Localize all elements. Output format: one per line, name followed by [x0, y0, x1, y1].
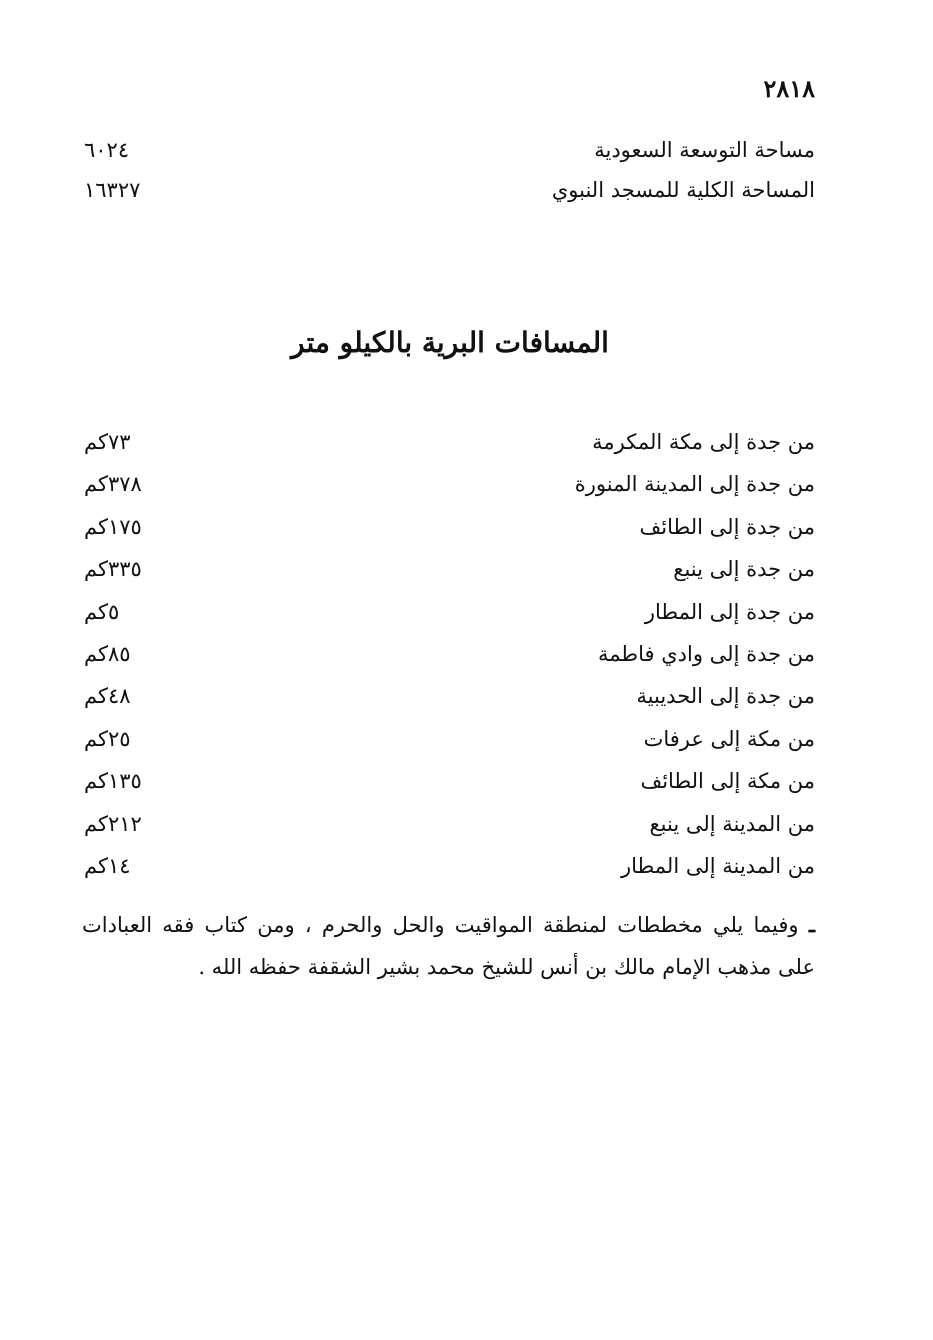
distance-value: ٢٥كم: [84, 726, 131, 751]
distance-row: [80, 515, 815, 557]
distance-value: ٣٧٨كم: [84, 472, 142, 497]
distance-row: [80, 557, 815, 599]
area-value: ٦٠٢٤: [84, 138, 130, 162]
distance-row: [80, 642, 815, 684]
distance-row: [80, 684, 815, 726]
distance-row: [80, 769, 815, 811]
distance-label: من جدة إلى المدينة المنورة: [574, 472, 815, 497]
section-heading: المسافات البرية بالكيلو متر: [291, 326, 609, 359]
area-row: [80, 178, 815, 218]
distance-value: ٥كم: [84, 599, 120, 624]
distance-value: ٨٥كم: [84, 641, 131, 666]
note-text: وفيما يلي مخططات لمنطقة المواقيت والحل والحرم ، ومن كتاب فقه العبادات على مذهب الإمام مالك بن أنس للشيخ محمد بشير الشقفة حفظه الله .: [82, 913, 815, 979]
note-paragraph: [82, 904, 815, 988]
distance-row: [80, 472, 815, 514]
distance-value: ١٤كم: [84, 853, 131, 878]
distance-value: ٤٨كم: [84, 684, 131, 709]
distance-row: [80, 812, 815, 854]
area-label: مساحة التوسعة السعودية: [594, 138, 815, 162]
distance-label: من جدة إلى المطار: [644, 599, 815, 624]
distance-label: من جدة إلى ينبع: [673, 557, 815, 582]
distance-label: من جدة إلى الحديبية: [636, 684, 815, 709]
area-label: المساحة الكلية للمسجد النبوي: [551, 178, 815, 202]
distance-label: من جدة إلى الطائف: [639, 514, 815, 539]
area-list: [80, 138, 815, 218]
distance-list: [80, 430, 815, 896]
distance-row: [80, 727, 815, 769]
area-row: [80, 138, 815, 178]
distance-value: ٣٣٥كم: [84, 557, 142, 582]
distance-row: [80, 600, 815, 642]
distance-label: من المدينة إلى المطار: [621, 853, 815, 878]
distance-label: من جدة إلى وادي فاطمة: [598, 641, 815, 666]
distance-label: من جدة إلى مكة المكرمة: [592, 430, 815, 454]
page-number: ٢٨١٨: [763, 74, 815, 103]
distance-value: ١٧٥كم: [84, 514, 142, 539]
distance-row: [80, 430, 815, 472]
distance-label: من مكة إلى الطائف: [640, 769, 815, 794]
distance-value: ٢١٢كم: [84, 811, 142, 836]
area-value: ١٦٣٢٧: [84, 178, 141, 202]
distance-value: ٧٣كم: [84, 430, 131, 454]
distance-label: من مكة إلى عرفات: [643, 726, 815, 751]
distance-value: ١٣٥كم: [84, 769, 142, 794]
distance-row: [80, 854, 815, 896]
distance-label: من المدينة إلى ينبع: [649, 811, 815, 836]
note-dash: ـ: [808, 912, 815, 937]
